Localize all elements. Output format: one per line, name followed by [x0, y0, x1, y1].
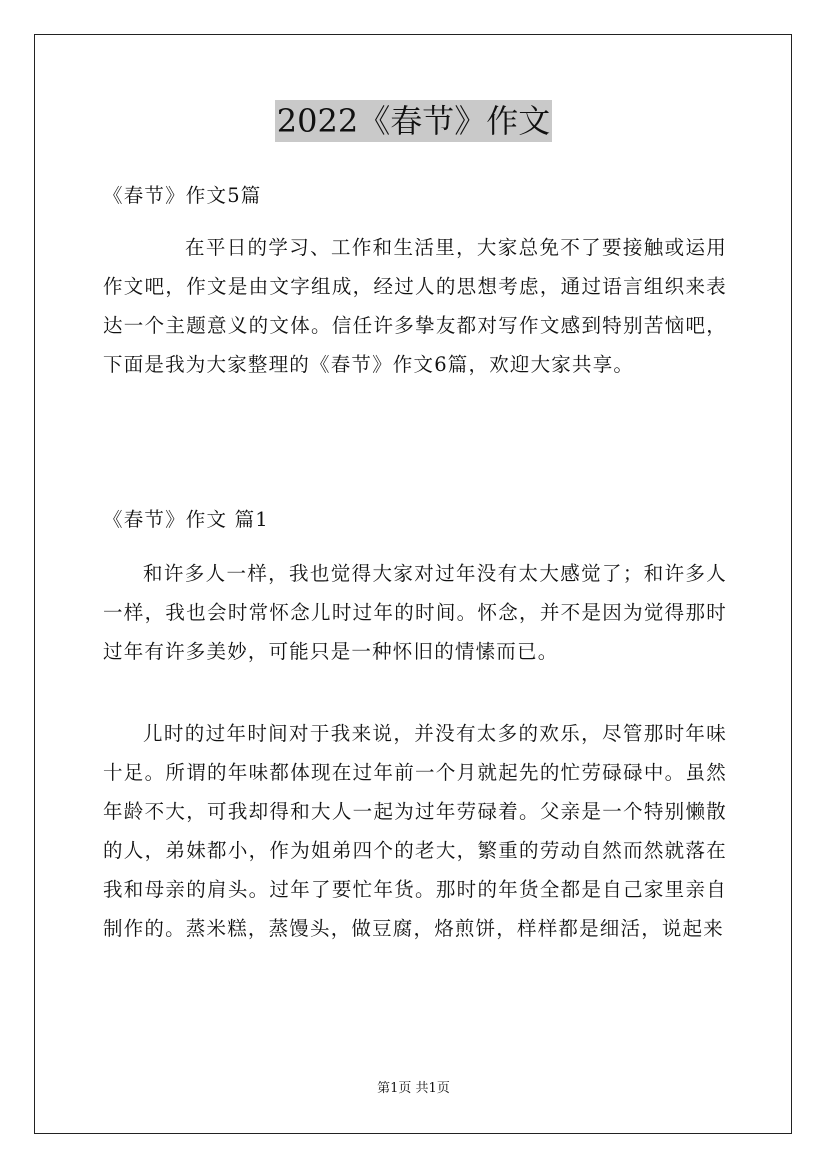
- section-heading: 《春节》作文 篇1: [103, 508, 269, 531]
- body-paragraph: 儿时的过年时间对于我来说，并没有太多的欢乐，尽管那时年味十足。所谓的年味都体现在过年前一个月就起先的忙劳碌碌中。虽然年龄不大，可我却得和大人一起为过年劳碌着。父亲是一个特别懒散的人，弟妹都小，作为姐弟四个的老大，繁重的劳动自然而然就落在我和母亲的肩头。过年了要忙年货。那时的年货全都是自己家里亲自制作的。蒸米糕，蒸馒头，做豆腐，烙煎饼，样样都是细活，说起来: [103, 722, 727, 940]
- intro-paragraph: 在平日的学习、工作和生活里，大家总免不了要接触或运用作文吧，作文是由文字组成，经过人的思想考虑，通过语言组织来表达一个主题意义的文体。信任许多挚友都对写作文感到特别苦恼吧，下面是我为大家整理的《春节》作文6篇，欢迎大家共享。: [103, 236, 727, 376]
- body-paragraph: 和许多人一样，我也觉得大家对过年没有太大感觉了；和许多人一样，我也会时常怀念儿时过年的时间。怀念，并不是因为觉得那时过年有许多美妙，可能只是一种怀旧的情愫而已。: [103, 562, 727, 663]
- page-footer: 第1页 共1页: [377, 1081, 450, 1096]
- document-subtitle: 《春节》作文5篇: [103, 184, 262, 207]
- document-title: 2022《春节》作文: [276, 102, 551, 140]
- title-container: [0, 100, 827, 142]
